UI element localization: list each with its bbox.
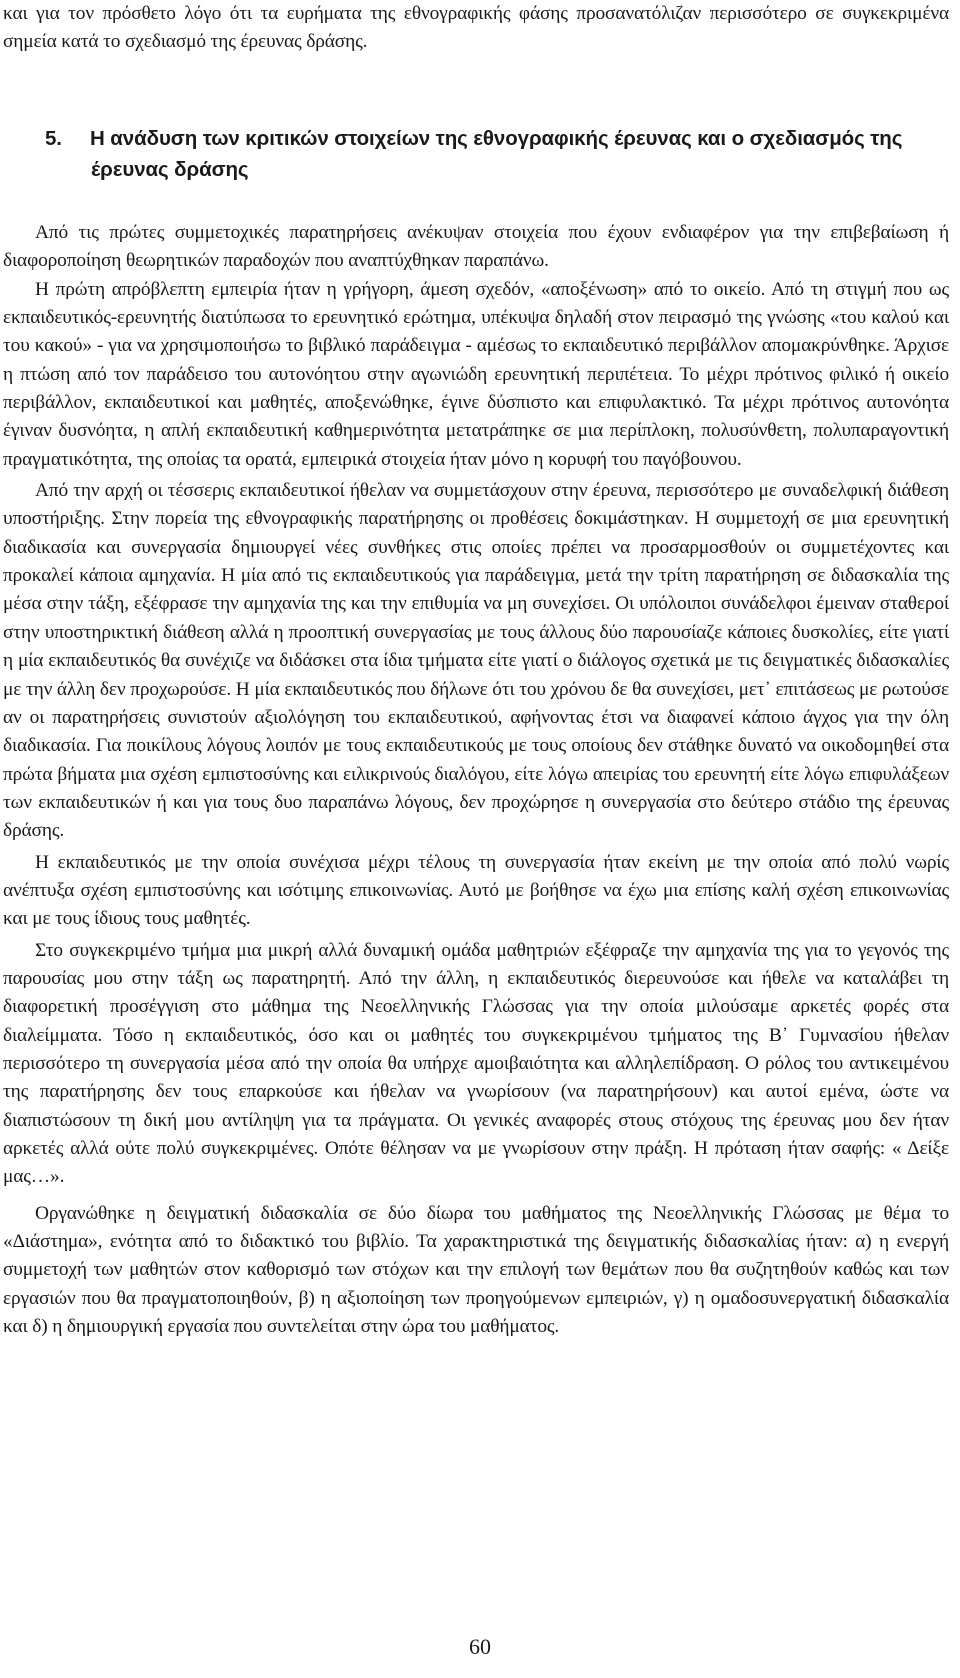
section-heading xyxy=(45,124,949,185)
page-number: 60 xyxy=(469,1634,491,1659)
body-paragraph-5: Στο συγκεκριμένο τμήμα μια μικρή αλλά δυναμική ομάδα μαθητριών εξέφραζε την αμηχανία της για το γεγονός της παρουσίας μου στην τάξη ως παρατηρητή. Από την άλλη, η εκπαιδευτικός διερευνούσε και ήθελε να καταλάβει τη διαφορετική προσέγγιση στο μάθημα της Νεοελληνικής Γλώσσας για την οποία μιλούσαμε αρκετές φορές στα διαλείμματα. Τόσο η εκπαιδευτικός, όσο και οι μαθητές του συγκεκριμένου τμήματος της Β᾽ Γυμνασίου ήθελαν περισσότερο τη συνεργασία μέσα από την οποία θα υπήρχε αμοιβαιότητα και αλληλεπίδραση. Ο ρόλος του αντικειμένου της παρατήρησης δεν τους επαρκούσε και ήθελαν να γνωρίσουν (να παρατηρήσουν) και αυτοί εμένα, ώστε να διαπιστώσουν τη δική μου αντίληψη για τα πράγματα. Οι γενικές αναφορές στους στόχους της έρευνας μου δεν ήταν αρκετές αλλά ούτε πολύ συγκεκριμένες. Οπότε θέλησαν να με γνωρίσουν στην πράξη. Η πρόταση ήταν σαφής: « Δείξε μας…». xyxy=(3,939,949,1188)
body-paragraph-1: Από τις πρώτες συμμετοχικές παρατηρήσεις ανέκυψαν στοιχεία που έχουν ενδιαφέρον για την επιβεβαίωση ή διαφοροποίηση θεωρητικών παραδοχών που αναπτύχθηκαν παραπάνω. xyxy=(3,222,949,272)
body-paragraph-3: Από την αρχή οι τέσσερις εκπαιδευτικοί ήθελαν να συμμετάσχουν στην έρευνα, περισσότερο με συναδελφική διάθεση υποστήριξης. Στην πορεία της εθνογραφικής παρατήρησης οι προθέσεις δοκιμάστηκαν. Η συμμετοχή σε μια ερευνητική διαδικασία και συνεργασία δημιουργεί νέες συνθήκες στις οποίες πρέπει να προσαρμοσθούν οι συμμετέχοντες και προκαλεί κάποια αμηχανία. Η μία από τις εκπαιδευτικούς για παράδειγμα, μετά την τρίτη παρατήρηση σε διδασκαλία της μέσα στην τάξη, εξέφρασε την αμηχανία της και την επιθυμία να μη συνεχίσει. Οι υπόλοιποι συνάδελφοι έμειναν σταθεροί στην υποστηρικτική διάθεση αλλά η προοπτική συνεργασίας με τους άλλους δύο παρουσίαζε κάποιες δυσκολίες, είτε γιατί η μία εκπαιδευτικός θα συνέχιζε να διδάσκει στα ίδια τμήματα είτε γιατί ο διάλογος σχετικά με τις δειγματικές διδασκαλίες με την άλλη δεν προχωρούσε. Η μία εκπαιδευτικός που δήλωνε ότι του χρόνου δε θα συνεχίσει, μετ᾽ επιτάσεως με ρωτούσε αν οι παρατηρήσεις συνιστούν αξιολόγηση του εκπαιδευτικού, αφήνοντας έτσι να διαφανεί κάποιο άγχος για την όλη διαδικασία. Για ποικίλους λόγους λοιπόν με τους εκπαιδευτικούς με τους οποίους δεν στάθηκε δυνατό να οικοδομηθεί στα πρώτα βήματα μια σχέση εμπιστοσύνης και ειλικρινούς διαλόγου, είτε λόγω απειρίας του ερευνητή είτε λόγω επιφυλάξεων των εκπαιδευτικών ή και για τους δυο παραπάνω λόγους, δεν προχώρησε η συνεργασία στο δεύτερο στάδιο της έρευνας δράσης. xyxy=(3,480,949,842)
section-title-line1: Η ανάδυση των κριτικών στοιχείων της εθνογραφικής έρευνας και ο σχεδιασμός της xyxy=(90,127,903,150)
section-number: 5. xyxy=(45,127,62,150)
body-paragraph-6: Οργανώθηκε η δειγματική διδασκαλία σε δύο δίωρα του μαθήματος της Νεοελληνικής Γλώσσας με θέμα το «Διάστημα», ενότητα από το διδακτικό του βιβλίο. Τα χαρακτηριστικά της δειγματικής διδασκαλίας ήταν: α) η ενεργή συμμετοχή των μαθητών στον καθορισμό των στόχων και την επιλογή των θεμάτων που θα συζητηθούν καθώς και των εργασιών που θα πραγματοποιηθούν, β) η αξιοποίηση των προηγούμενων εμπειριών, γ) η ομαδοσυνεργατική διδασκαλία και δ) η δημιουργική εργασία που συντελείται στην ώρα του μαθήματος. xyxy=(3,1202,949,1338)
intro-paragraph: και για τον πρόσθετο λόγο ότι τα ευρήματα της εθνογραφικής φάσης προσανατόλιζαν περισσότερο σε συγκεκριμένα σημεία κατά το σχεδιασμό της έρευνας δράσης. xyxy=(3,3,949,53)
section-body xyxy=(3,219,949,1341)
section-title-line2: έρευνας δράσης xyxy=(91,157,249,181)
body-paragraph-4: Η εκπαιδευτικός με την οποία συνέχισα μέχρι τέλους τη συνεργασία ήταν εκείνη με την οποία από πολύ νωρίς ανέπτυξα σχέση εμπιστοσύνης και ισότιμης επικοινωνίας. Αυτό με βοήθησε να έχω μια επίσης καλή σχέση επικοινωνίας και με τους ίδιους τους μαθητές. xyxy=(3,851,949,930)
body-paragraph-2: Η πρώτη απρόβλεπτη εμπειρία ήταν η γρήγορη, άμεση σχεδόν, «αποξένωση» από το οικείο. Από τη στιγμή που ως εκπαιδευτικός-ερευνητής διατύπωσα το ερευνητικό ερώτημα, υπέκυψα δηλαδή στον πειρασμό της γνώσης «του καλού και του κακού» - για να χρησιμοποιήσω το βιβλικό παράδειγμα - αμέσως το εκπαιδευτικό περιβάλλον απομακρύνθηκε. Άρχισε η πτώση από τον παράδεισο του αυτονόητου στην αγωνιώδη ερευνητική περιπέτεια. Το μέχρι πρότινος φιλικό ή οικείο περιβάλλον, εκπαιδευτικοί και μαθητές, αποξενώθηκε, έγινε δύσπιστο και επιφυλακτικό. Τα μέχρι πρότινος αυτονόητα έγιναν δυσνόητα, η απλή εκπαιδευτική καθημερινότητα μετατράπηκε σε μια περίπλοκη, πολυσύνθετη, πολυπαραγοντική πραγματικότητα, της οποίας τα ορατά, εμπειρικά στοιχεία ήταν μόνο η κορυφή του παγόβουνου. xyxy=(3,278,949,470)
page-content xyxy=(3,0,949,1338)
